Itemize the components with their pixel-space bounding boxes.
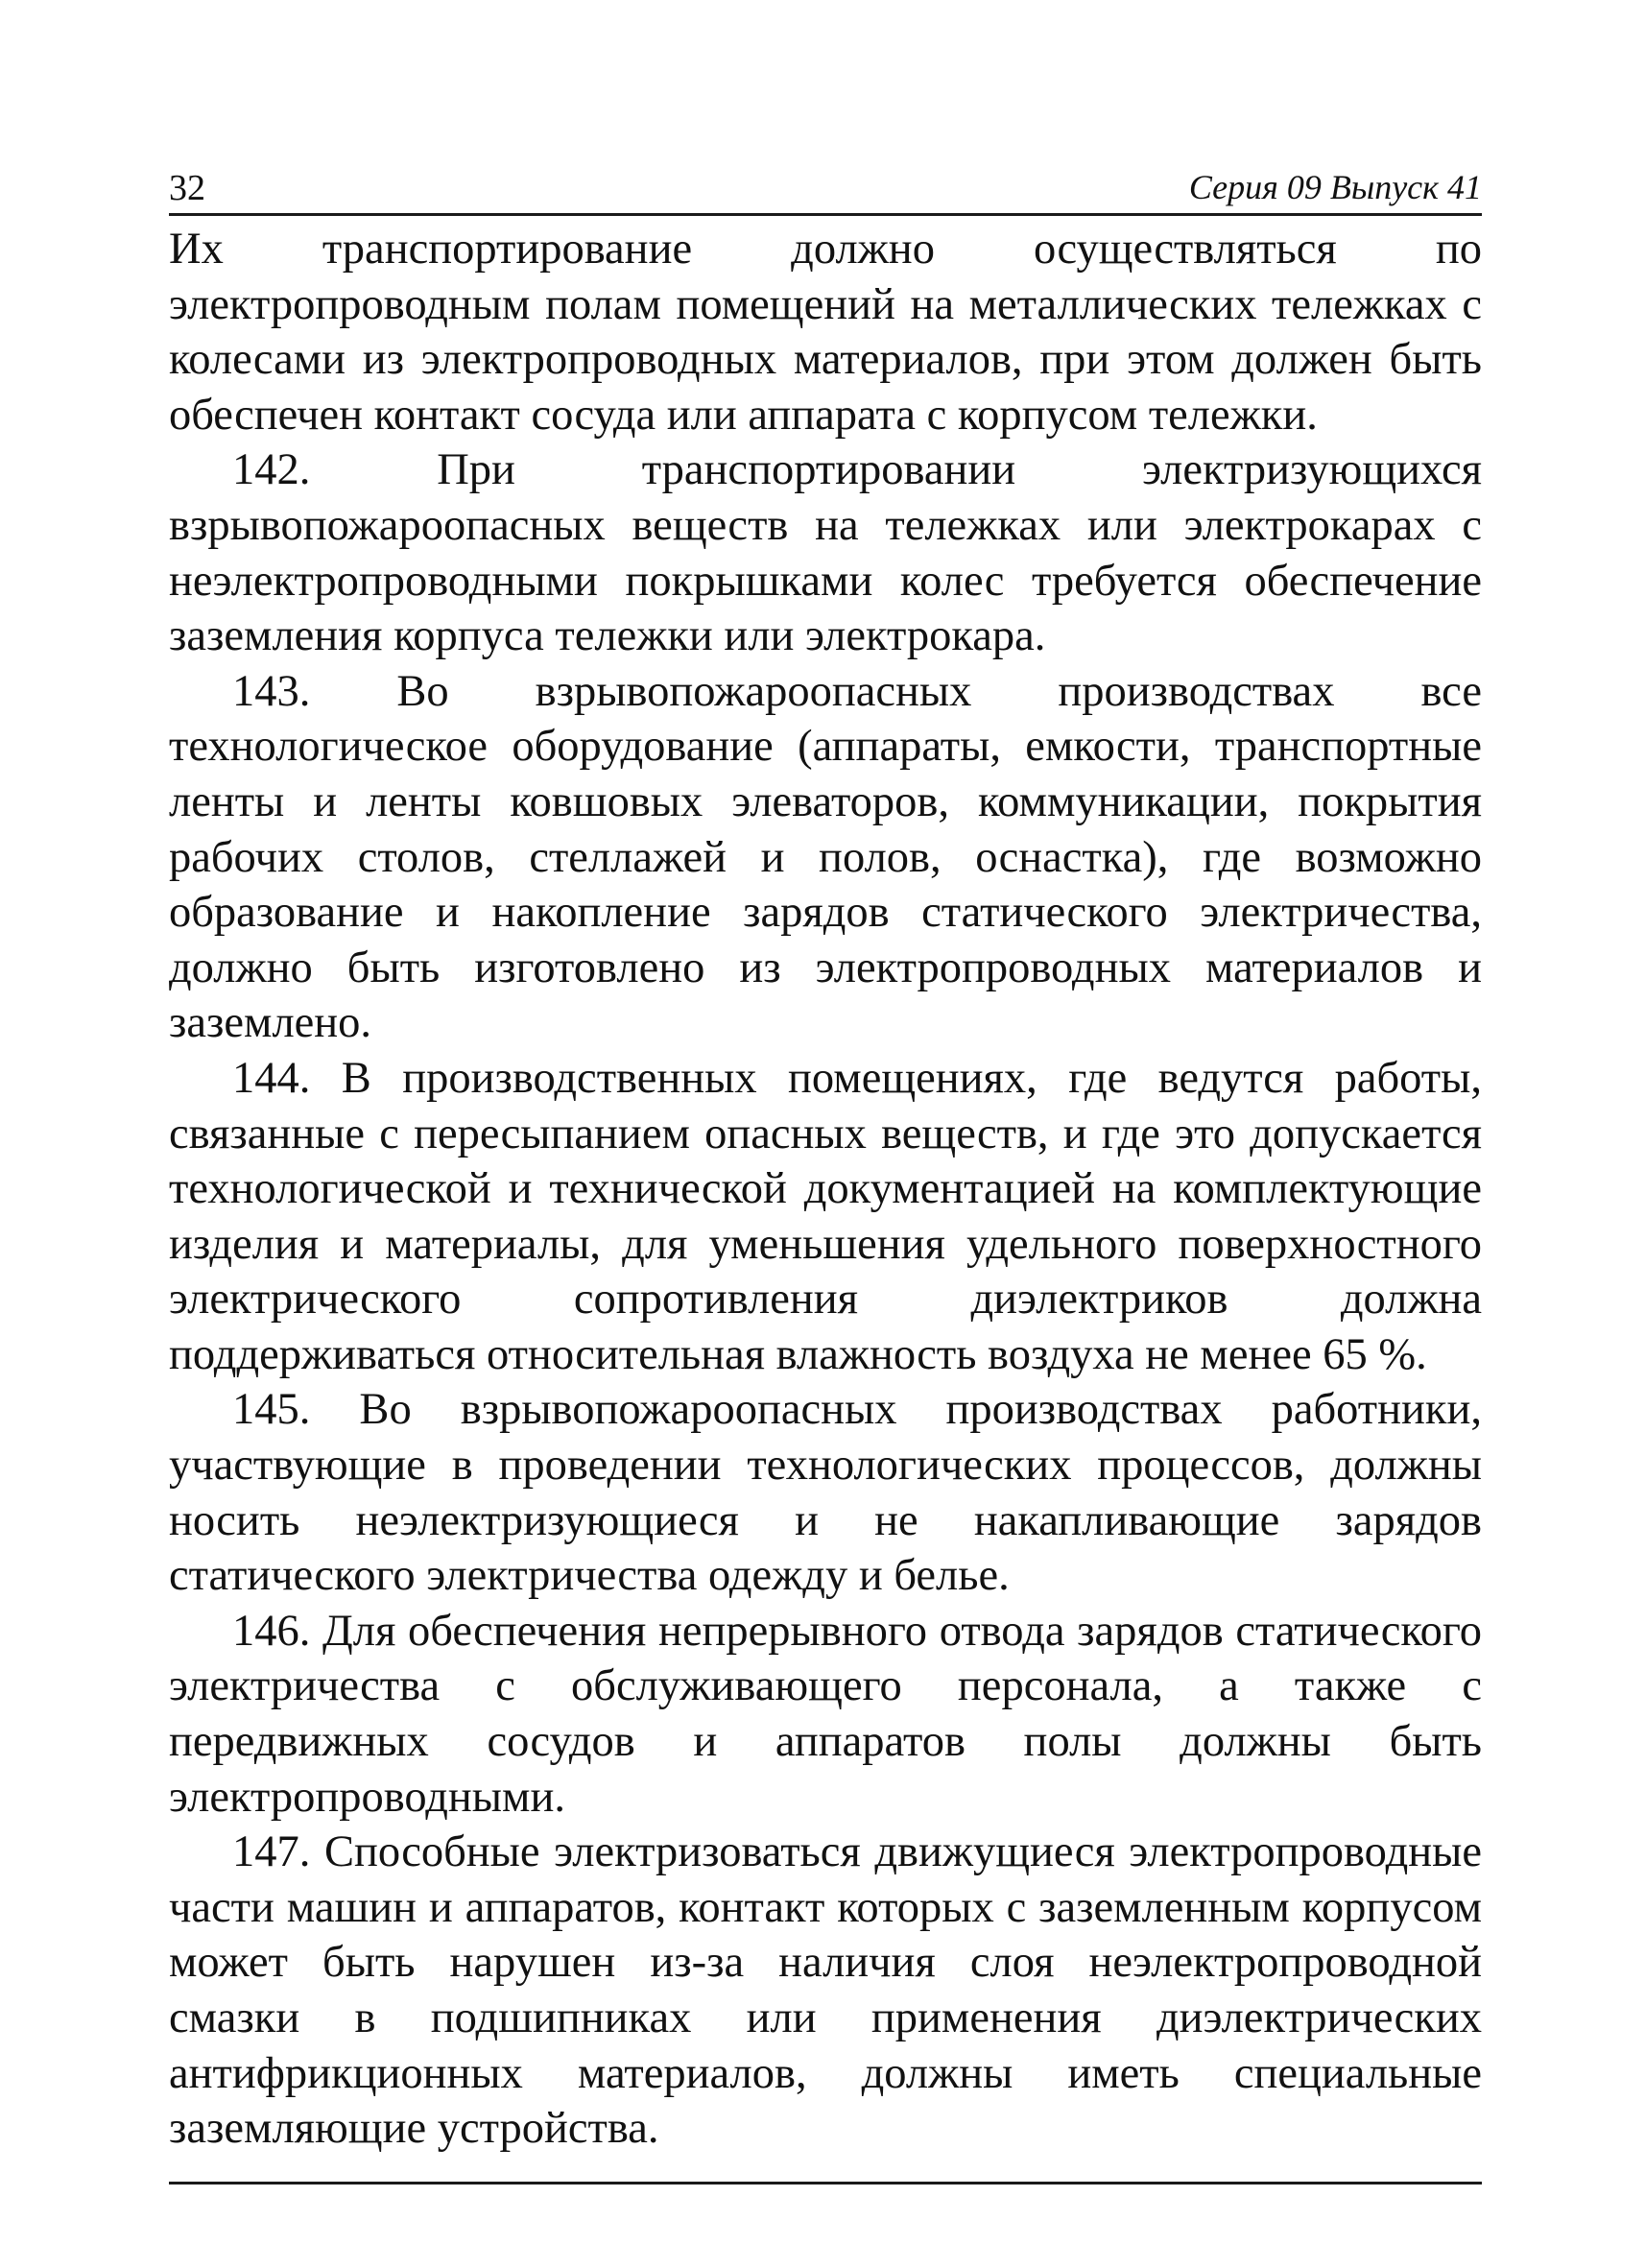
paragraph-144: 144. В производственных помещениях, где ведутся работы, связанные с пересыпанием опасных веществ, и где это допускается технологической и технической документацией на комплектующие изделия и материалы, для уменьшения удельного поверхностного электрического сопротивления диэлектриков должна поддерживаться относительная влажность воздуха не менее 65 %. [169,1053,1482,1379]
body-text [169,222,1482,2157]
paragraph-147: 147. Способные электризоваться движущиеся электропроводные части машин и аппаратов, контакт которых с заземленным корпусом может быть нарушен из-за наличия слоя неэлектропроводной смазки в подшипниках или применения диэлектрических антифрикционных материалов, должны иметь специальные заземляющие устройства. [169,1827,1482,2154]
document-page [169,154,1482,2184]
paragraph-146: 146. Для обеспечения непрерывного отвода зарядов статического электричества с обслуживающего персонала, а также с передвижных сосудов и аппаратов полы должны быть электропроводными. [169,1606,1482,1822]
paragraph-145: 145. Во взрывопожароопасных производствах работники, участвующие в проведении технологических процессов, должны носить неэлектризующиеся и не накапливающие зарядов статического электричества одежду и белье. [169,1385,1482,1601]
bottom-divider [169,2182,1482,2184]
paragraph-143: 143. Во взрывопожароопасных производствах все технологическое оборудование (аппараты, емкости, транспортные ленты и ленты ковшовых элеваторов, коммуникации, покрытия рабочих столов, стеллажей и полов, оснастка), где возможно образование и накопление зарядов статического электричества, должно быть изготовлено из электропроводных материалов и заземлено. [169,666,1482,1048]
page-header [169,154,1482,216]
paragraph-continuation: Их транспортирование должно осуществляться по электропроводным полам помещений на металлических тележках с колесами из электропроводных материалов, при этом должен быть обеспечен контакт сосуда или аппарата с корпусом тележки. [169,225,1482,440]
running-title: Серия 09 Выпуск 41 [1188,168,1482,206]
paragraph-142: 142. При транспортировании электризующихся взрывопожароопасных веществ на тележках или электрокарах с неэлектропроводными покрышками колес требуется обеспечение заземления корпуса тележки или электрокара. [169,445,1482,661]
page-number: 32 [169,168,205,208]
